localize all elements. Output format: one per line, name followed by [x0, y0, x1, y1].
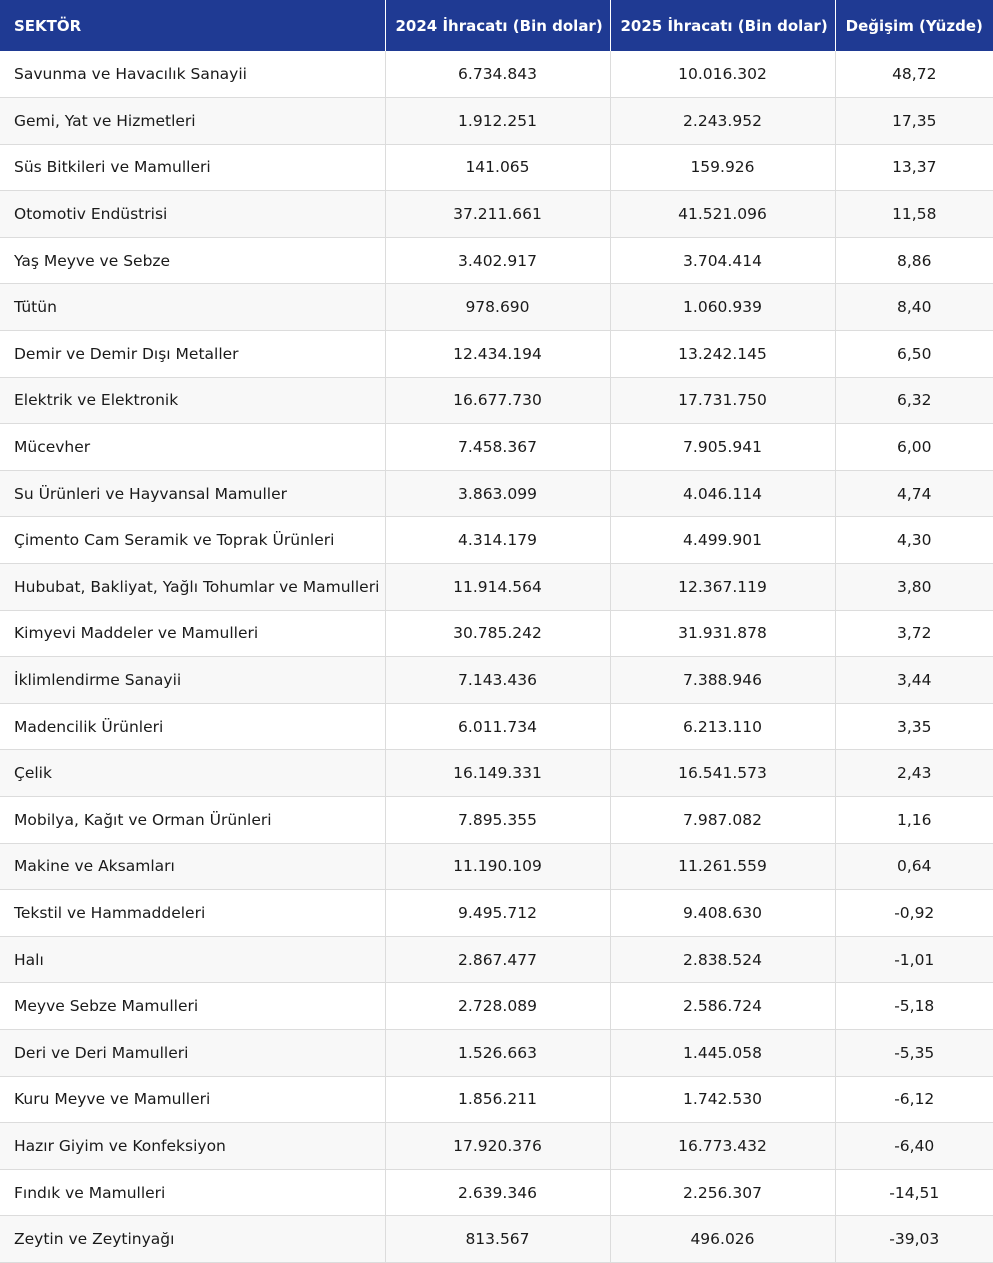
cell-export-2025: 11.261.559	[610, 843, 835, 890]
cell-export-2025: 31.931.878	[610, 610, 835, 657]
table-row	[0, 1123, 993, 1170]
cell-export-2024: 6.734.843	[385, 51, 610, 98]
cell-sector: Kimyevi Maddeler ve Mamulleri	[0, 610, 385, 657]
cell-change-percent: 4,30	[835, 517, 993, 564]
cell-sector: Halı	[0, 936, 385, 983]
header-export-2024: 2024 İhracatı (Bin dolar)	[385, 0, 610, 51]
cell-change-percent: 8,40	[835, 284, 993, 331]
table-row	[0, 703, 993, 750]
cell-change-percent: 17,35	[835, 98, 993, 145]
table-row	[0, 1216, 993, 1263]
table-row	[0, 1076, 993, 1123]
cell-export-2025: 1.060.939	[610, 284, 835, 331]
cell-export-2025: 17.731.750	[610, 377, 835, 424]
table-row	[0, 610, 993, 657]
header-sector: SEKTÖR	[0, 0, 385, 51]
cell-sector: Elektrik ve Elektronik	[0, 377, 385, 424]
cell-export-2024: 978.690	[385, 284, 610, 331]
cell-sector: Tekstil ve Hammaddeleri	[0, 890, 385, 937]
cell-export-2024: 9.495.712	[385, 890, 610, 937]
cell-export-2024: 7.143.436	[385, 657, 610, 704]
table-row	[0, 1169, 993, 1216]
cell-export-2024: 2.728.089	[385, 983, 610, 1030]
table-row	[0, 797, 993, 844]
cell-export-2024: 7.895.355	[385, 797, 610, 844]
cell-sector: Su Ürünleri ve Hayvansal Mamuller	[0, 470, 385, 517]
cell-change-percent: 1,16	[835, 797, 993, 844]
table-row	[0, 890, 993, 937]
cell-export-2025: 7.905.941	[610, 424, 835, 471]
cell-export-2024: 3.402.917	[385, 237, 610, 284]
table-row	[0, 517, 993, 564]
cell-change-percent: 6,00	[835, 424, 993, 471]
cell-export-2024: 16.149.331	[385, 750, 610, 797]
cell-export-2025: 3.704.414	[610, 237, 835, 284]
cell-export-2025: 10.016.302	[610, 51, 835, 98]
cell-sector: Çelik	[0, 750, 385, 797]
cell-change-percent: 3,44	[835, 657, 993, 704]
cell-change-percent: 2,43	[835, 750, 993, 797]
cell-sector: Otomotiv Endüstrisi	[0, 191, 385, 238]
cell-sector: Makine ve Aksamları	[0, 843, 385, 890]
table-row	[0, 51, 993, 98]
cell-sector: Demir ve Demir Dışı Metaller	[0, 331, 385, 378]
table-row	[0, 983, 993, 1030]
cell-export-2024: 17.920.376	[385, 1123, 610, 1170]
table-row	[0, 331, 993, 378]
cell-sector: Yaş Meyve ve Sebze	[0, 237, 385, 284]
table-row	[0, 564, 993, 611]
cell-export-2025: 496.026	[610, 1216, 835, 1263]
table-row	[0, 470, 993, 517]
cell-sector: Gemi, Yat ve Hizmetleri	[0, 98, 385, 145]
cell-export-2025: 16.541.573	[610, 750, 835, 797]
cell-export-2025: 7.388.946	[610, 657, 835, 704]
cell-sector: Hububat, Bakliyat, Yağlı Tohumlar ve Mamulleri	[0, 564, 385, 611]
cell-sector: Süs Bitkileri ve Mamulleri	[0, 144, 385, 191]
table-header	[0, 0, 993, 51]
cell-export-2025: 7.987.082	[610, 797, 835, 844]
cell-export-2025: 12.367.119	[610, 564, 835, 611]
cell-sector: Mücevher	[0, 424, 385, 471]
table-body	[0, 51, 993, 1262]
cell-export-2025: 4.499.901	[610, 517, 835, 564]
cell-change-percent: -39,03	[835, 1216, 993, 1263]
cell-sector: Tütün	[0, 284, 385, 331]
cell-export-2025: 6.213.110	[610, 703, 835, 750]
cell-export-2025: 41.521.096	[610, 191, 835, 238]
cell-export-2024: 6.011.734	[385, 703, 610, 750]
cell-export-2025: 1.742.530	[610, 1076, 835, 1123]
cell-export-2025: 1.445.058	[610, 1029, 835, 1076]
cell-change-percent: -0,92	[835, 890, 993, 937]
cell-export-2024: 2.639.346	[385, 1169, 610, 1216]
cell-export-2024: 11.914.564	[385, 564, 610, 611]
header-row	[0, 0, 993, 51]
cell-export-2024: 1.912.251	[385, 98, 610, 145]
cell-export-2024: 1.526.663	[385, 1029, 610, 1076]
cell-export-2025: 2.243.952	[610, 98, 835, 145]
cell-sector: Hazır Giyim ve Konfeksiyon	[0, 1123, 385, 1170]
table-row	[0, 657, 993, 704]
table-row	[0, 1029, 993, 1076]
cell-change-percent: 13,37	[835, 144, 993, 191]
cell-export-2024: 141.065	[385, 144, 610, 191]
cell-export-2024: 12.434.194	[385, 331, 610, 378]
cell-export-2025: 16.773.432	[610, 1123, 835, 1170]
table-row	[0, 750, 993, 797]
cell-change-percent: 3,72	[835, 610, 993, 657]
cell-change-percent: 8,86	[835, 237, 993, 284]
table-row	[0, 424, 993, 471]
cell-export-2024: 1.856.211	[385, 1076, 610, 1123]
cell-export-2024: 16.677.730	[385, 377, 610, 424]
cell-change-percent: 3,35	[835, 703, 993, 750]
cell-sector: Deri ve Deri Mamulleri	[0, 1029, 385, 1076]
table-row	[0, 98, 993, 145]
cell-export-2024: 813.567	[385, 1216, 610, 1263]
cell-sector: Meyve Sebze Mamulleri	[0, 983, 385, 1030]
cell-sector: Çimento Cam Seramik ve Toprak Ürünleri	[0, 517, 385, 564]
cell-sector: Savunma ve Havacılık Sanayii	[0, 51, 385, 98]
cell-export-2024: 2.867.477	[385, 936, 610, 983]
table-row	[0, 377, 993, 424]
cell-export-2025: 9.408.630	[610, 890, 835, 937]
cell-export-2025: 159.926	[610, 144, 835, 191]
cell-change-percent: -1,01	[835, 936, 993, 983]
table-row	[0, 144, 993, 191]
cell-change-percent: -5,18	[835, 983, 993, 1030]
cell-change-percent: 11,58	[835, 191, 993, 238]
cell-sector: Kuru Meyve ve Mamulleri	[0, 1076, 385, 1123]
table-row	[0, 284, 993, 331]
cell-export-2025: 2.256.307	[610, 1169, 835, 1216]
cell-change-percent: -6,12	[835, 1076, 993, 1123]
cell-sector: İklimlendirme Sanayii	[0, 657, 385, 704]
header-export-2025: 2025 İhracatı (Bin dolar)	[610, 0, 835, 51]
header-change-percent: Değişim (Yüzde)	[835, 0, 993, 51]
cell-change-percent: 4,74	[835, 470, 993, 517]
cell-change-percent: 3,80	[835, 564, 993, 611]
cell-sector: Fındık ve Mamulleri	[0, 1169, 385, 1216]
cell-sector: Madencilik Ürünleri	[0, 703, 385, 750]
cell-export-2024: 7.458.367	[385, 424, 610, 471]
cell-change-percent: 0,64	[835, 843, 993, 890]
cell-change-percent: -5,35	[835, 1029, 993, 1076]
cell-change-percent: -14,51	[835, 1169, 993, 1216]
table-row	[0, 191, 993, 238]
cell-export-2024: 11.190.109	[385, 843, 610, 890]
table-row	[0, 843, 993, 890]
cell-sector: Mobilya, Kağıt ve Orman Ürünleri	[0, 797, 385, 844]
cell-change-percent: 6,32	[835, 377, 993, 424]
cell-export-2025: 2.838.524	[610, 936, 835, 983]
cell-export-2025: 13.242.145	[610, 331, 835, 378]
cell-export-2024: 30.785.242	[385, 610, 610, 657]
cell-export-2025: 4.046.114	[610, 470, 835, 517]
cell-export-2024: 4.314.179	[385, 517, 610, 564]
cell-export-2024: 3.863.099	[385, 470, 610, 517]
cell-change-percent: 6,50	[835, 331, 993, 378]
cell-export-2024: 37.211.661	[385, 191, 610, 238]
cell-sector: Zeytin ve Zeytinyağı	[0, 1216, 385, 1263]
table-row	[0, 936, 993, 983]
cell-change-percent: -6,40	[835, 1123, 993, 1170]
cell-export-2025: 2.586.724	[610, 983, 835, 1030]
table-row	[0, 237, 993, 284]
cell-change-percent: 48,72	[835, 51, 993, 98]
